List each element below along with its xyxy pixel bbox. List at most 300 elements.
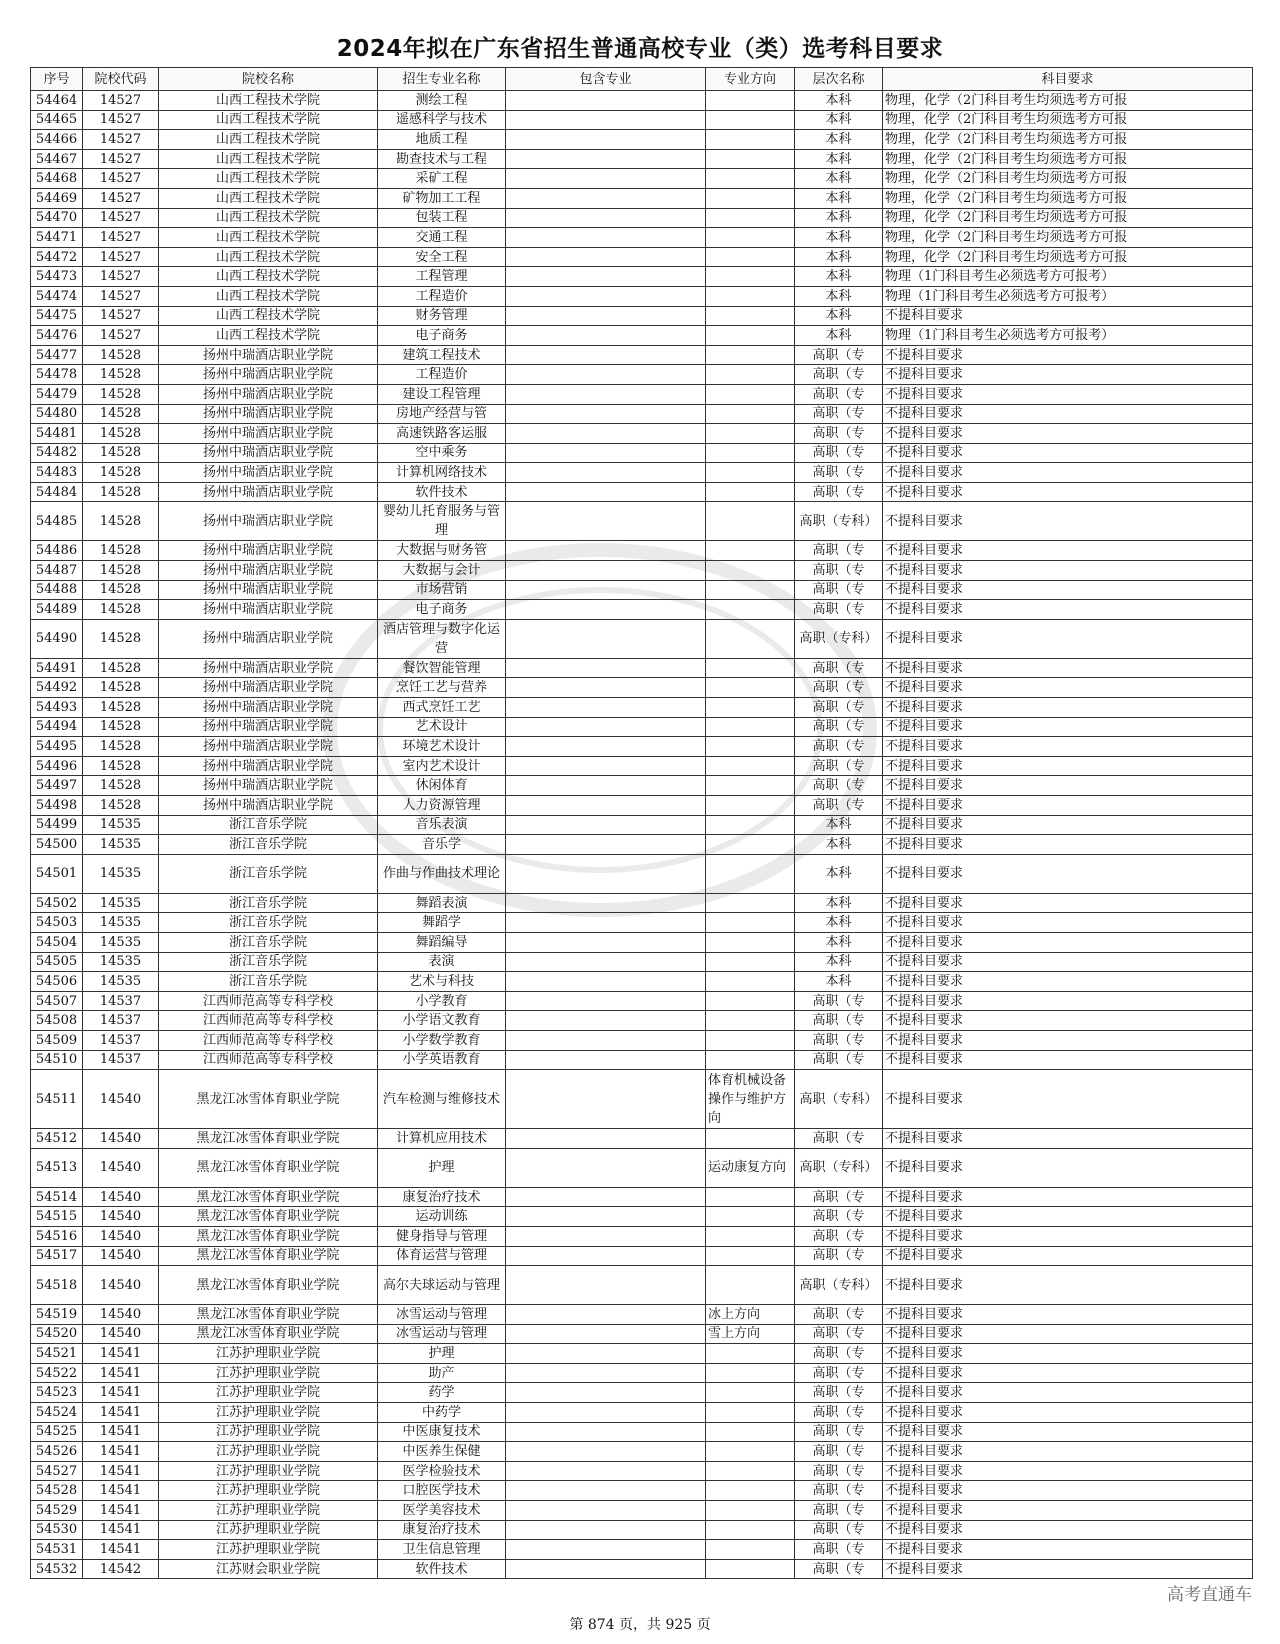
cell-code: 14535 bbox=[83, 972, 159, 992]
cell-include bbox=[506, 580, 706, 600]
table-row bbox=[31, 991, 1253, 1011]
cell-major: 矿物加工工程 bbox=[378, 188, 506, 208]
cell-direction bbox=[706, 1442, 795, 1462]
col-header-school: 院校名称 bbox=[159, 68, 378, 91]
cell-code: 14535 bbox=[83, 854, 159, 893]
table-row bbox=[31, 1129, 1253, 1149]
table-row bbox=[31, 658, 1253, 678]
cell-level: 高职（专 bbox=[795, 756, 883, 776]
cell-level: 本科 bbox=[795, 326, 883, 346]
cell-direction bbox=[706, 502, 795, 541]
cell-level: 本科 bbox=[795, 267, 883, 287]
cell-level: 高职（专 bbox=[795, 1559, 883, 1579]
cell-school: 浙江音乐学院 bbox=[159, 972, 378, 992]
cell-school: 江西师范高等专科学校 bbox=[159, 991, 378, 1011]
cell-level: 高职（专 bbox=[795, 1011, 883, 1031]
cell-code: 14528 bbox=[83, 502, 159, 541]
cell-major: 护理 bbox=[378, 1148, 506, 1187]
cell-requirement: 不提科目要求 bbox=[883, 1266, 1253, 1305]
col-header-requirement: 科目要求 bbox=[883, 68, 1253, 91]
cell-requirement: 不提科目要求 bbox=[883, 991, 1253, 1011]
table-row bbox=[31, 1481, 1253, 1501]
cell-no: 54529 bbox=[31, 1501, 83, 1521]
table-row bbox=[31, 1383, 1253, 1403]
table-row bbox=[31, 698, 1253, 718]
cell-direction bbox=[706, 541, 795, 561]
table-row bbox=[31, 1207, 1253, 1227]
cell-direction bbox=[706, 698, 795, 718]
cell-school: 江苏护理职业学院 bbox=[159, 1442, 378, 1462]
table-row bbox=[31, 326, 1253, 346]
cell-school: 扬州中瑞酒店职业学院 bbox=[159, 384, 378, 404]
cell-include bbox=[506, 404, 706, 424]
cell-major: 中医康复技术 bbox=[378, 1422, 506, 1442]
cell-school: 黑龙江冰雪体育职业学院 bbox=[159, 1246, 378, 1266]
cell-major: 遥感科学与技术 bbox=[378, 110, 506, 130]
cell-no: 54507 bbox=[31, 991, 83, 1011]
cell-school: 扬州中瑞酒店职业学院 bbox=[159, 796, 378, 816]
cell-requirement: 不提科目要求 bbox=[883, 913, 1253, 933]
cell-direction: 冰上方向 bbox=[706, 1305, 795, 1325]
cell-code: 14540 bbox=[83, 1324, 159, 1344]
cell-requirement: 物理，化学（2门科目考生均须选考方可报 bbox=[883, 91, 1253, 111]
cell-direction bbox=[706, 717, 795, 737]
cell-no: 54517 bbox=[31, 1246, 83, 1266]
cell-direction bbox=[706, 208, 795, 228]
cell-level: 高职（专 bbox=[795, 384, 883, 404]
cell-code: 14535 bbox=[83, 952, 159, 972]
cell-requirement: 物理，化学（2门科目考生均须选考方可报 bbox=[883, 208, 1253, 228]
cell-school: 扬州中瑞酒店职业学院 bbox=[159, 345, 378, 365]
cell-major: 医学美容技术 bbox=[378, 1501, 506, 1521]
cell-requirement: 物理，化学（2门科目考生均须选考方可报 bbox=[883, 188, 1253, 208]
cell-major: 助产 bbox=[378, 1363, 506, 1383]
cell-code: 14541 bbox=[83, 1422, 159, 1442]
cell-direction bbox=[706, 1501, 795, 1521]
cell-code: 14541 bbox=[83, 1461, 159, 1481]
cell-major: 包装工程 bbox=[378, 208, 506, 228]
cell-include bbox=[506, 972, 706, 992]
page-footer: 第 874 页，共 925 页 bbox=[569, 1617, 711, 1633]
cell-code: 14528 bbox=[83, 756, 159, 776]
cell-include bbox=[506, 384, 706, 404]
cell-direction bbox=[706, 1246, 795, 1266]
cell-major: 计算机网络技术 bbox=[378, 463, 506, 483]
cell-major: 工程造价 bbox=[378, 286, 506, 306]
cell-major: 汽车检测与维修技术 bbox=[378, 1070, 506, 1129]
cell-level: 高职（专 bbox=[795, 658, 883, 678]
cell-include bbox=[506, 326, 706, 346]
cell-level: 本科 bbox=[795, 893, 883, 913]
cell-no: 54527 bbox=[31, 1461, 83, 1481]
cell-school: 扬州中瑞酒店职业学院 bbox=[159, 698, 378, 718]
table-row bbox=[31, 756, 1253, 776]
table-row bbox=[31, 247, 1253, 267]
cell-direction: 雪上方向 bbox=[706, 1324, 795, 1344]
cell-include bbox=[506, 247, 706, 267]
cell-requirement: 不提科目要求 bbox=[883, 1011, 1253, 1031]
cell-school: 山西工程技术学院 bbox=[159, 228, 378, 248]
cell-direction bbox=[706, 188, 795, 208]
cell-direction bbox=[706, 796, 795, 816]
cell-direction bbox=[706, 1540, 795, 1560]
cell-direction bbox=[706, 463, 795, 483]
cell-include bbox=[506, 815, 706, 835]
cell-requirement: 不提科目要求 bbox=[883, 932, 1253, 952]
cell-no: 54475 bbox=[31, 306, 83, 326]
cell-no: 54486 bbox=[31, 541, 83, 561]
cell-no: 54531 bbox=[31, 1540, 83, 1560]
table-row bbox=[31, 815, 1253, 835]
cell-code: 14541 bbox=[83, 1481, 159, 1501]
cell-major: 电子商务 bbox=[378, 600, 506, 620]
cell-code: 14527 bbox=[83, 286, 159, 306]
table-row bbox=[31, 384, 1253, 404]
cell-direction bbox=[706, 384, 795, 404]
cell-code: 14541 bbox=[83, 1344, 159, 1364]
cell-code: 14528 bbox=[83, 541, 159, 561]
cell-include bbox=[506, 130, 706, 150]
cell-code: 14528 bbox=[83, 561, 159, 581]
cell-include bbox=[506, 1540, 706, 1560]
cell-direction bbox=[706, 1050, 795, 1070]
cell-direction bbox=[706, 561, 795, 581]
table-row bbox=[31, 1422, 1253, 1442]
cell-major: 作曲与作曲技术理论 bbox=[378, 854, 506, 893]
cell-level: 高职（专 bbox=[795, 443, 883, 463]
cell-major: 测绘工程 bbox=[378, 91, 506, 111]
cell-level: 高职（专 bbox=[795, 1187, 883, 1207]
cell-major: 建筑工程技术 bbox=[378, 345, 506, 365]
cell-school: 扬州中瑞酒店职业学院 bbox=[159, 502, 378, 541]
cell-direction bbox=[706, 991, 795, 1011]
cell-include bbox=[506, 306, 706, 326]
cell-requirement: 物理（1门科目考生必须选考方可报考） bbox=[883, 267, 1253, 287]
table-row bbox=[31, 1324, 1253, 1344]
cell-no: 54524 bbox=[31, 1403, 83, 1423]
cell-include bbox=[506, 717, 706, 737]
cell-school: 扬州中瑞酒店职业学院 bbox=[159, 658, 378, 678]
cell-code: 14540 bbox=[83, 1187, 159, 1207]
cell-level: 高职（专 bbox=[795, 1403, 883, 1423]
cell-school: 山西工程技术学院 bbox=[159, 91, 378, 111]
cell-direction bbox=[706, 835, 795, 855]
table-row bbox=[31, 502, 1253, 541]
cell-requirement: 不提科目要求 bbox=[883, 619, 1253, 658]
table-row bbox=[31, 188, 1253, 208]
table-row bbox=[31, 737, 1253, 757]
cell-include bbox=[506, 1187, 706, 1207]
table-row bbox=[31, 110, 1253, 130]
cell-code: 14535 bbox=[83, 913, 159, 933]
cell-major: 音乐表演 bbox=[378, 815, 506, 835]
cell-code: 14528 bbox=[83, 345, 159, 365]
cell-level: 本科 bbox=[795, 188, 883, 208]
cell-no: 54500 bbox=[31, 835, 83, 855]
cell-code: 14528 bbox=[83, 404, 159, 424]
cell-code: 14541 bbox=[83, 1383, 159, 1403]
cell-level: 高职（专 bbox=[795, 404, 883, 424]
cell-level: 高职（专 bbox=[795, 1226, 883, 1246]
table-row bbox=[31, 1344, 1253, 1364]
cell-major: 音乐学 bbox=[378, 835, 506, 855]
cell-major: 软件技术 bbox=[378, 1559, 506, 1579]
cell-no: 54493 bbox=[31, 698, 83, 718]
cell-requirement: 不提科目要求 bbox=[883, 1383, 1253, 1403]
cell-code: 14527 bbox=[83, 267, 159, 287]
cell-level: 高职（专 bbox=[795, 424, 883, 444]
cell-include bbox=[506, 169, 706, 189]
cell-level: 本科 bbox=[795, 952, 883, 972]
cell-requirement: 不提科目要求 bbox=[883, 717, 1253, 737]
cell-include bbox=[506, 1305, 706, 1325]
cell-requirement: 物理，化学（2门科目考生均须选考方可报 bbox=[883, 110, 1253, 130]
cell-major: 财务管理 bbox=[378, 306, 506, 326]
cell-level: 高职（专科） bbox=[795, 619, 883, 658]
cell-code: 14527 bbox=[83, 91, 159, 111]
cell-no: 54510 bbox=[31, 1050, 83, 1070]
cell-direction bbox=[706, 228, 795, 248]
cell-requirement: 不提科目要求 bbox=[883, 561, 1253, 581]
cell-include bbox=[506, 1344, 706, 1364]
cell-direction bbox=[706, 424, 795, 444]
cell-include bbox=[506, 698, 706, 718]
cell-major: 勘查技术与工程 bbox=[378, 149, 506, 169]
cell-direction bbox=[706, 286, 795, 306]
cell-level: 本科 bbox=[795, 247, 883, 267]
cell-major: 小学数学教育 bbox=[378, 1030, 506, 1050]
cell-level: 高职（专 bbox=[795, 1422, 883, 1442]
cell-code: 14527 bbox=[83, 326, 159, 346]
cell-no: 54516 bbox=[31, 1226, 83, 1246]
cell-school: 江苏护理职业学院 bbox=[159, 1520, 378, 1540]
page-title: 2024年拟在广东省招生普通高校专业（类）选考科目要求 bbox=[336, 36, 944, 62]
cell-no: 54468 bbox=[31, 169, 83, 189]
cell-no: 54473 bbox=[31, 267, 83, 287]
cell-include bbox=[506, 1266, 706, 1305]
cell-school: 江苏护理职业学院 bbox=[159, 1540, 378, 1560]
cell-direction bbox=[706, 600, 795, 620]
cell-level: 高职（专 bbox=[795, 1520, 883, 1540]
table-row bbox=[31, 1030, 1253, 1050]
cell-no: 54476 bbox=[31, 326, 83, 346]
cell-major: 交通工程 bbox=[378, 228, 506, 248]
cell-include bbox=[506, 678, 706, 698]
table-row bbox=[31, 1226, 1253, 1246]
cell-no: 54505 bbox=[31, 952, 83, 972]
cell-code: 14540 bbox=[83, 1070, 159, 1129]
cell-level: 高职（专 bbox=[795, 1030, 883, 1050]
cell-include bbox=[506, 443, 706, 463]
cell-level: 高职（专 bbox=[795, 561, 883, 581]
cell-major: 艺术设计 bbox=[378, 717, 506, 737]
cell-school: 江西师范高等专科学校 bbox=[159, 1030, 378, 1050]
cell-school: 扬州中瑞酒店职业学院 bbox=[159, 365, 378, 385]
table-row bbox=[31, 169, 1253, 189]
cell-code: 14540 bbox=[83, 1266, 159, 1305]
cell-requirement: 不提科目要求 bbox=[883, 1129, 1253, 1149]
cell-no: 54497 bbox=[31, 776, 83, 796]
cell-school: 扬州中瑞酒店职业学院 bbox=[159, 678, 378, 698]
cell-major: 环境艺术设计 bbox=[378, 737, 506, 757]
cell-no: 54498 bbox=[31, 796, 83, 816]
cell-code: 14541 bbox=[83, 1540, 159, 1560]
cell-direction bbox=[706, 91, 795, 111]
cell-no: 54525 bbox=[31, 1422, 83, 1442]
cell-no: 54471 bbox=[31, 228, 83, 248]
cell-include bbox=[506, 991, 706, 1011]
cell-level: 本科 bbox=[795, 208, 883, 228]
cell-school: 扬州中瑞酒店职业学院 bbox=[159, 463, 378, 483]
cell-requirement: 不提科目要求 bbox=[883, 678, 1253, 698]
cell-direction bbox=[706, 776, 795, 796]
cell-requirement: 物理（1门科目考生必须选考方可报考） bbox=[883, 326, 1253, 346]
cell-school: 山西工程技术学院 bbox=[159, 149, 378, 169]
table-row bbox=[31, 91, 1253, 111]
cell-requirement: 不提科目要求 bbox=[883, 1324, 1253, 1344]
cell-no: 54509 bbox=[31, 1030, 83, 1050]
cell-requirement: 物理，化学（2门科目考生均须选考方可报 bbox=[883, 149, 1253, 169]
cell-major: 小学语文教育 bbox=[378, 1011, 506, 1031]
cell-include bbox=[506, 365, 706, 385]
table-row bbox=[31, 580, 1253, 600]
cell-no: 54469 bbox=[31, 188, 83, 208]
cell-no: 54499 bbox=[31, 815, 83, 835]
cell-major: 运动训练 bbox=[378, 1207, 506, 1227]
cell-include bbox=[506, 228, 706, 248]
cell-include bbox=[506, 1050, 706, 1070]
cell-code: 14540 bbox=[83, 1305, 159, 1325]
cell-school: 江苏护理职业学院 bbox=[159, 1383, 378, 1403]
cell-code: 14527 bbox=[83, 188, 159, 208]
cell-no: 54479 bbox=[31, 384, 83, 404]
cell-school: 山西工程技术学院 bbox=[159, 247, 378, 267]
cell-school: 山西工程技术学院 bbox=[159, 169, 378, 189]
cell-level: 高职（专 bbox=[795, 1383, 883, 1403]
cell-no: 54495 bbox=[31, 737, 83, 757]
cell-school: 扬州中瑞酒店职业学院 bbox=[159, 619, 378, 658]
cell-requirement: 物理，化学（2门科目考生均须选考方可报 bbox=[883, 169, 1253, 189]
cell-requirement: 不提科目要求 bbox=[883, 1246, 1253, 1266]
cell-no: 54532 bbox=[31, 1559, 83, 1579]
cell-major: 高速铁路客运服 bbox=[378, 424, 506, 444]
cell-no: 54526 bbox=[31, 1442, 83, 1462]
cell-direction bbox=[706, 972, 795, 992]
cell-major: 高尔夫球运动与管理 bbox=[378, 1266, 506, 1305]
table-row bbox=[31, 1403, 1253, 1423]
cell-major: 空中乘务 bbox=[378, 443, 506, 463]
cell-level: 高职（专科） bbox=[795, 1266, 883, 1305]
cell-level: 本科 bbox=[795, 972, 883, 992]
cell-code: 14527 bbox=[83, 110, 159, 130]
cell-code: 14535 bbox=[83, 932, 159, 952]
table-row bbox=[31, 1305, 1253, 1325]
cell-no: 54466 bbox=[31, 130, 83, 150]
cell-level: 高职（专 bbox=[795, 737, 883, 757]
cell-direction bbox=[706, 1266, 795, 1305]
cell-direction bbox=[706, 1030, 795, 1050]
table-row bbox=[31, 404, 1253, 424]
cell-no: 54490 bbox=[31, 619, 83, 658]
cell-direction bbox=[706, 932, 795, 952]
cell-direction bbox=[706, 678, 795, 698]
cell-requirement: 不提科目要求 bbox=[883, 756, 1253, 776]
cell-major: 软件技术 bbox=[378, 482, 506, 502]
cell-code: 14528 bbox=[83, 600, 159, 620]
cell-requirement: 不提科目要求 bbox=[883, 1030, 1253, 1050]
table-row bbox=[31, 1442, 1253, 1462]
cell-requirement: 不提科目要求 bbox=[883, 796, 1253, 816]
cell-requirement: 不提科目要求 bbox=[883, 1461, 1253, 1481]
cell-major: 卫生信息管理 bbox=[378, 1540, 506, 1560]
cell-requirement: 不提科目要求 bbox=[883, 1540, 1253, 1560]
cell-code: 14528 bbox=[83, 482, 159, 502]
cell-include bbox=[506, 1481, 706, 1501]
cell-direction bbox=[706, 913, 795, 933]
cell-major: 康复治疗技术 bbox=[378, 1520, 506, 1540]
cell-code: 14537 bbox=[83, 1011, 159, 1031]
cell-major: 工程造价 bbox=[378, 365, 506, 385]
cell-requirement: 不提科目要求 bbox=[883, 580, 1253, 600]
cell-include bbox=[506, 286, 706, 306]
cell-direction bbox=[706, 1344, 795, 1364]
cell-school: 江苏护理职业学院 bbox=[159, 1403, 378, 1423]
cell-level: 高职（专 bbox=[795, 1050, 883, 1070]
cell-level: 本科 bbox=[795, 932, 883, 952]
cell-direction bbox=[706, 1520, 795, 1540]
table-row bbox=[31, 267, 1253, 287]
cell-code: 14527 bbox=[83, 228, 159, 248]
cell-school: 浙江音乐学院 bbox=[159, 815, 378, 835]
cell-include bbox=[506, 91, 706, 111]
cell-direction bbox=[706, 169, 795, 189]
cell-no: 54519 bbox=[31, 1305, 83, 1325]
cell-include bbox=[506, 932, 706, 952]
cell-no: 54478 bbox=[31, 365, 83, 385]
cell-school: 江西师范高等专科学校 bbox=[159, 1011, 378, 1031]
cell-major: 康复治疗技术 bbox=[378, 1187, 506, 1207]
cell-include bbox=[506, 1403, 706, 1423]
table-row bbox=[31, 443, 1253, 463]
cell-include bbox=[506, 561, 706, 581]
cell-code: 14541 bbox=[83, 1501, 159, 1521]
cell-direction bbox=[706, 854, 795, 893]
cell-code: 14527 bbox=[83, 169, 159, 189]
cell-requirement: 不提科目要求 bbox=[883, 1442, 1253, 1462]
cell-level: 高职（专 bbox=[795, 1481, 883, 1501]
cell-direction bbox=[706, 404, 795, 424]
cell-level: 高职（专 bbox=[795, 365, 883, 385]
table-row bbox=[31, 130, 1253, 150]
cell-requirement: 不提科目要求 bbox=[883, 404, 1253, 424]
cell-no: 54470 bbox=[31, 208, 83, 228]
cell-level: 高职（专 bbox=[795, 600, 883, 620]
cell-include bbox=[506, 345, 706, 365]
cell-direction bbox=[706, 1363, 795, 1383]
cell-major: 工程管理 bbox=[378, 267, 506, 287]
cell-major: 安全工程 bbox=[378, 247, 506, 267]
cell-code: 14527 bbox=[83, 247, 159, 267]
cell-school: 江苏护理职业学院 bbox=[159, 1481, 378, 1501]
cell-code: 14541 bbox=[83, 1442, 159, 1462]
cell-direction bbox=[706, 149, 795, 169]
cell-no: 54511 bbox=[31, 1070, 83, 1129]
cell-requirement: 不提科目要求 bbox=[883, 443, 1253, 463]
cell-requirement: 不提科目要求 bbox=[883, 541, 1253, 561]
cell-level: 高职（专 bbox=[795, 1246, 883, 1266]
cell-requirement: 不提科目要求 bbox=[883, 1363, 1253, 1383]
cell-no: 54484 bbox=[31, 482, 83, 502]
